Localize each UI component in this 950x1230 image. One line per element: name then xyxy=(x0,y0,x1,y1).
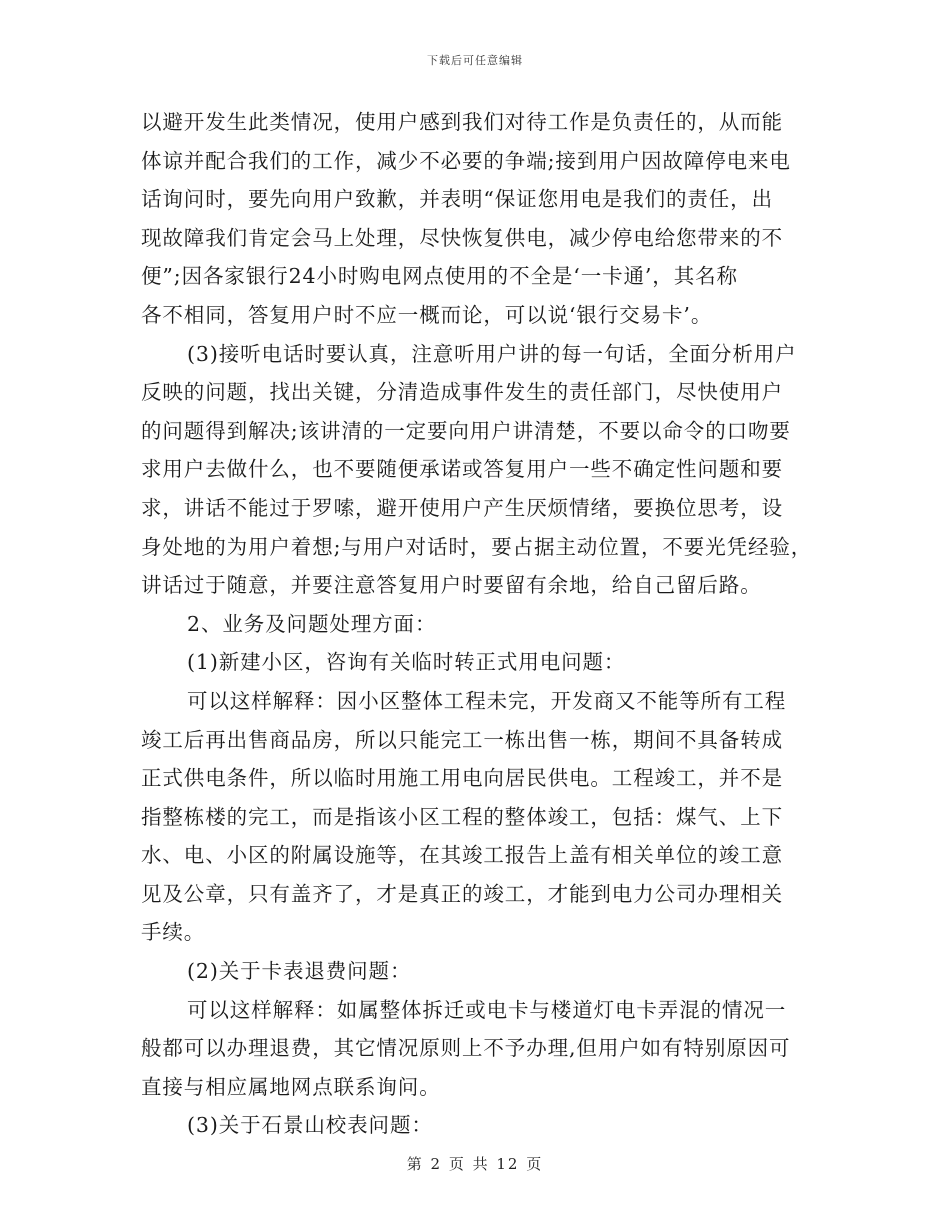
text-line: 竣工后再出售商品房，所以只能完工一栋出售一栋，期间不具备转成 xyxy=(141,727,783,752)
text-line: 水、电、小区的附属设施等，在其竣工报告上盖有相关单位的竣工意 xyxy=(141,843,783,868)
text-line: 求用户去做什么，也不要随便承诺或答复用户一些不确定性问题和要 xyxy=(141,457,783,482)
text-line: (2)关于卡表退费问题： xyxy=(187,959,412,984)
page-footer: 第 2 页 共 12 页 xyxy=(406,1155,544,1173)
text-line: 各不相同，答复用户时不应一概而论，可以说‘银行交易卡’。 xyxy=(141,302,713,327)
text-line: 2、业务及问题处理方面： xyxy=(187,611,437,636)
text-line: 以避开发生此类情况，使用户感到我们对待工作是负责任的，从而能 xyxy=(141,110,783,134)
text-line: 现故障我们肯定会马上处理，尽快恢复供电，减少停电给您带来的不 xyxy=(141,225,783,250)
text-line: 见及公章，只有盖齐了，才是真正的竣工，才能到电力公司办理相关 xyxy=(141,881,783,906)
text-line: 身处地的为用户着想;与用户对话时，要占据主动位置，不要光凭经验， xyxy=(141,534,813,559)
text-line: 可以这样解释：如属整体拆迁或电卡与楼道灯电卡弄混的情况一 xyxy=(187,997,787,1022)
text-line: 求，讲话不能过于罗嗦，避开使用户产生厌烦情绪，要换位思考，设 xyxy=(141,495,783,520)
text-line: 手续。 xyxy=(141,920,206,945)
page-header: 下载后可任意编辑 xyxy=(427,54,523,67)
text-line: 讲话过于随意，并要注意答复用户时要留有余地，给自己留后路。 xyxy=(141,573,762,598)
document-body xyxy=(141,103,821,1145)
text-line: 正式供电条件，所以临时用施工用电向居民供电。工程竣工，并不是 xyxy=(141,766,783,791)
text-line: 反映的问题，找出关键，分清造成事件发生的责任部门，尽快使用户 xyxy=(141,380,783,405)
text-line: 般都可以办理退费，其它情况原则上不予办理,但用户如有特别原因可 xyxy=(141,1036,791,1061)
text-line: 指整栋楼的完工，而是指该小区工程的整体竣工，包括：煤气、上下 xyxy=(141,804,783,829)
text-line: (3)接听电话时要认真，注意听用户讲的每一句话，全面分析用户 xyxy=(187,341,797,366)
text-line: (3)关于石景山校表问题： xyxy=(187,1113,433,1138)
text-line: 直接与相应属地网点联系询问。 xyxy=(141,1074,441,1099)
text-line: 可以这样解释：因小区整体工程未完，开发商又不能等所有工程 xyxy=(187,688,787,713)
text-line: 的问题得到解决;该讲清的一定要向用户讲清楚，不要以命令的口吻要 xyxy=(141,418,791,443)
text-line: 体谅并配合我们的工作，减少不必要的争端;接到用户因故障停电来电 xyxy=(141,148,791,173)
text-line: (1)新建小区，咨询有关临时转正式用电问题： xyxy=(187,650,626,675)
text-line: 便”;因各家银行24小时购电网点使用的不全是‘一卡通’，其名称 xyxy=(141,264,738,289)
text-line: 话询问时，要先向用户致歉，并表明“保证您用电是我们的责任，出 xyxy=(141,187,773,212)
